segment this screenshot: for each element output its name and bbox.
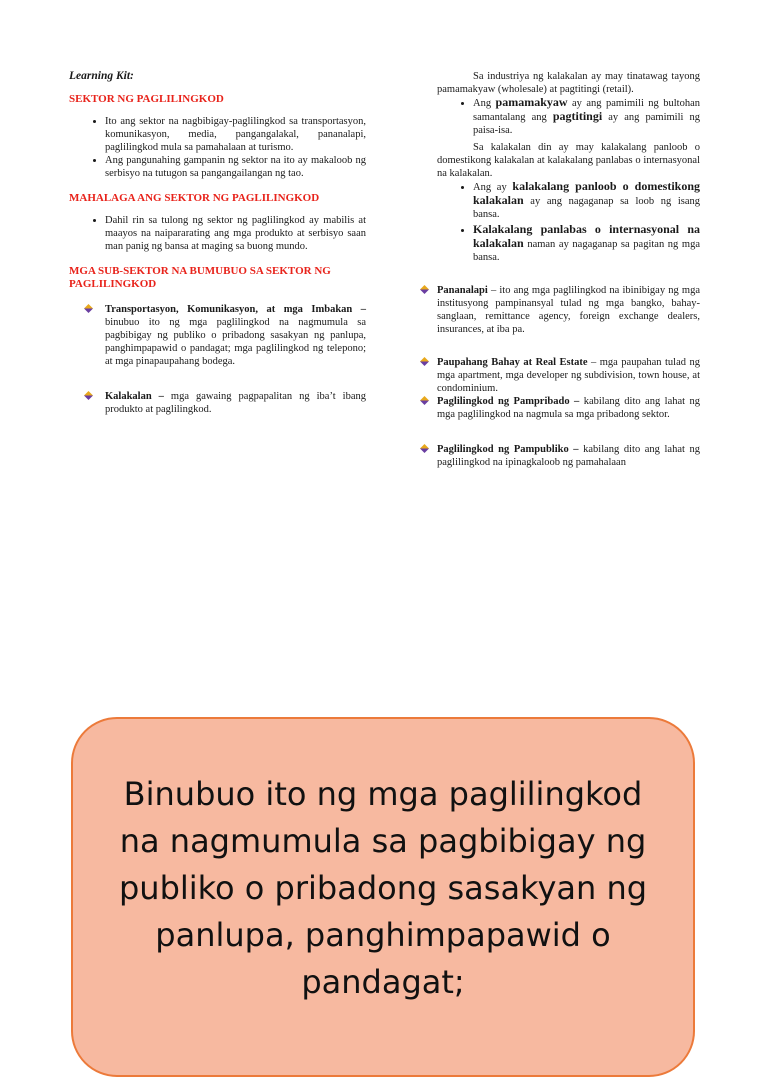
sub-sector-desc: kabilang dito ang lahat ng mga paglilingkod na nagmula sa mga pribadong sektor. <box>437 396 700 420</box>
triangle-bullet-icon <box>84 391 93 400</box>
sub-sector-term: Paupahang Bahay at Real Estate <box>437 357 588 368</box>
sub-sector-term: Transportasyon, Komunikasyon, at mga Imbakan – <box>105 304 366 315</box>
triangle-bullet-icon <box>420 285 429 294</box>
text-segment: ay ang nagaganap sa loob ng isang bansa. <box>473 196 700 220</box>
sub-sector-pampribado <box>420 395 700 421</box>
sub-sector-transportasyon <box>69 303 366 368</box>
sub-sector-term: Kalakalan – <box>105 391 164 402</box>
sub-sector-pananalapi <box>420 284 700 336</box>
text-segment: ay ang pamimili ng bultohan samantalang ang <box>473 98 700 123</box>
triangle-bullet-icon <box>420 396 429 405</box>
term-kalakalang-panloob: kalakalang panloob o domestikong kalakalan <box>473 179 700 207</box>
sub-sector-desc: – ito ang mga paglilingkod na ibinibigay ng mga institusyong pampinansyal tulad ng mga bangko, bahay-sanglaan, remittance agency, foreign exchange dealers, insurances, at iba pa. <box>437 285 700 335</box>
paragraph-panloob-panlabas: Sa kalakalan din ay may kalakalang panloob o domestikong kalakalan at kalakalang panlabas o internasyonal na kalakalan. <box>437 142 700 179</box>
sub-sector-kalakalan <box>69 390 366 416</box>
learning-kit-label: Learning Kit: <box>69 70 134 82</box>
bullet-list-pamamakyaw <box>437 96 700 137</box>
presentation-callout-box <box>71 717 695 1077</box>
list-item: • Ang pangunahing gampanin ng sektor na ito ay makaloob ng serbisyo na tutugon sa pangangailangan ng tao. <box>105 154 366 180</box>
text-segment: Ang ay <box>473 182 513 193</box>
sub-sector-desc: binubuo ito ng mga paglilingkod na nagmumula sa pagbibigay ng publiko o pribadong sasakyan ng panlupa, panghimpapawid o pandagat; mga paglilingkod ng telepono; at mga pinapaupahang bodega. <box>105 317 366 367</box>
sub-sector-paupahang-bahay <box>420 356 700 395</box>
heading-sektor-ng-paglilingkod: SEKTOR NG PAGLILINGKOD <box>69 93 224 105</box>
list-item: • Ito ang sektor na nagbibigay-paglilingkod sa transportasyon, komunikasyon, media, pangangalakal, pananalapi, paglilingkod mula sa pamahalaan at turismo. <box>105 115 366 154</box>
sub-sector-desc: kabilang dito ang lahat ng paglilingkod na ipinagkaloob ng pamahalaan <box>437 444 701 468</box>
bullet-list-importance <box>69 214 366 253</box>
sub-sector-desc: mga gawaing pagpapalitan ng iba’t ibang produkto at paglilingkod. <box>105 391 366 415</box>
bullet-list-kalakalan-types <box>437 180 700 264</box>
sub-sector-term: Pananalapi <box>437 285 488 296</box>
triangle-bullet-icon <box>420 357 429 366</box>
list-item <box>473 96 700 137</box>
term-pamamakyaw: pamamakyaw <box>495 95 568 109</box>
heading-mahalaga: MAHALAGA ANG SEKTOR NG PAGLILINGKOD <box>69 192 320 204</box>
sub-sector-pampubliko <box>420 443 700 469</box>
paragraph-wholesale-retail: Sa industriya ng kalakalan ay may tinatawag tayong pamamakyaw (wholesale) at pagtitingi (retail). <box>437 71 700 95</box>
list-item: • Dahil rin sa tulong ng sektor ng paglilingkod ay mabilis at maayos na naipararating ang mga produkto at serbisyo saan man panig ng bansa at maging sa buong mundo. <box>105 214 366 253</box>
triangle-bullet-icon <box>84 304 93 313</box>
sub-sector-desc: – mga paupahan tulad ng mga apartment, mga developer ng subdivision, town house, at condominium. <box>437 357 700 394</box>
term-pagtitingi: pagtitingi <box>552 109 603 123</box>
callout-text: Binubuo ito ng mga paglilingkod na nagmumula sa pagbibigay ng publiko o pribadong sasakyan ng panlupa, panghimpapawid o pandagat; <box>118 775 648 1001</box>
list-item <box>473 180 700 221</box>
left-column <box>69 70 366 416</box>
sub-sector-term: Paglilingkod ng Pampubliko – <box>437 444 579 455</box>
text-segment: naman ay nagaganap sa pagitan ng mga bansa. <box>473 239 700 263</box>
term-kalakalang-panlabas: Kalakalang panlabas o internasyonal na kalakalan <box>473 222 700 250</box>
sub-sector-term: Paglilingkod ng Pampribado – <box>437 396 580 407</box>
right-column <box>420 70 700 469</box>
heading-sub-sektor: MGA SUB-SEKTOR NA BUMUBUO SA SEKTOR NG PAGLILINGKOD <box>69 265 331 290</box>
bullet-list-definition <box>69 115 366 180</box>
text-segment: ay ang pamimili ng paisa-isa. <box>473 112 700 136</box>
text-segment: Ang <box>473 98 496 109</box>
triangle-bullet-icon <box>420 444 429 453</box>
list-item <box>473 223 700 264</box>
